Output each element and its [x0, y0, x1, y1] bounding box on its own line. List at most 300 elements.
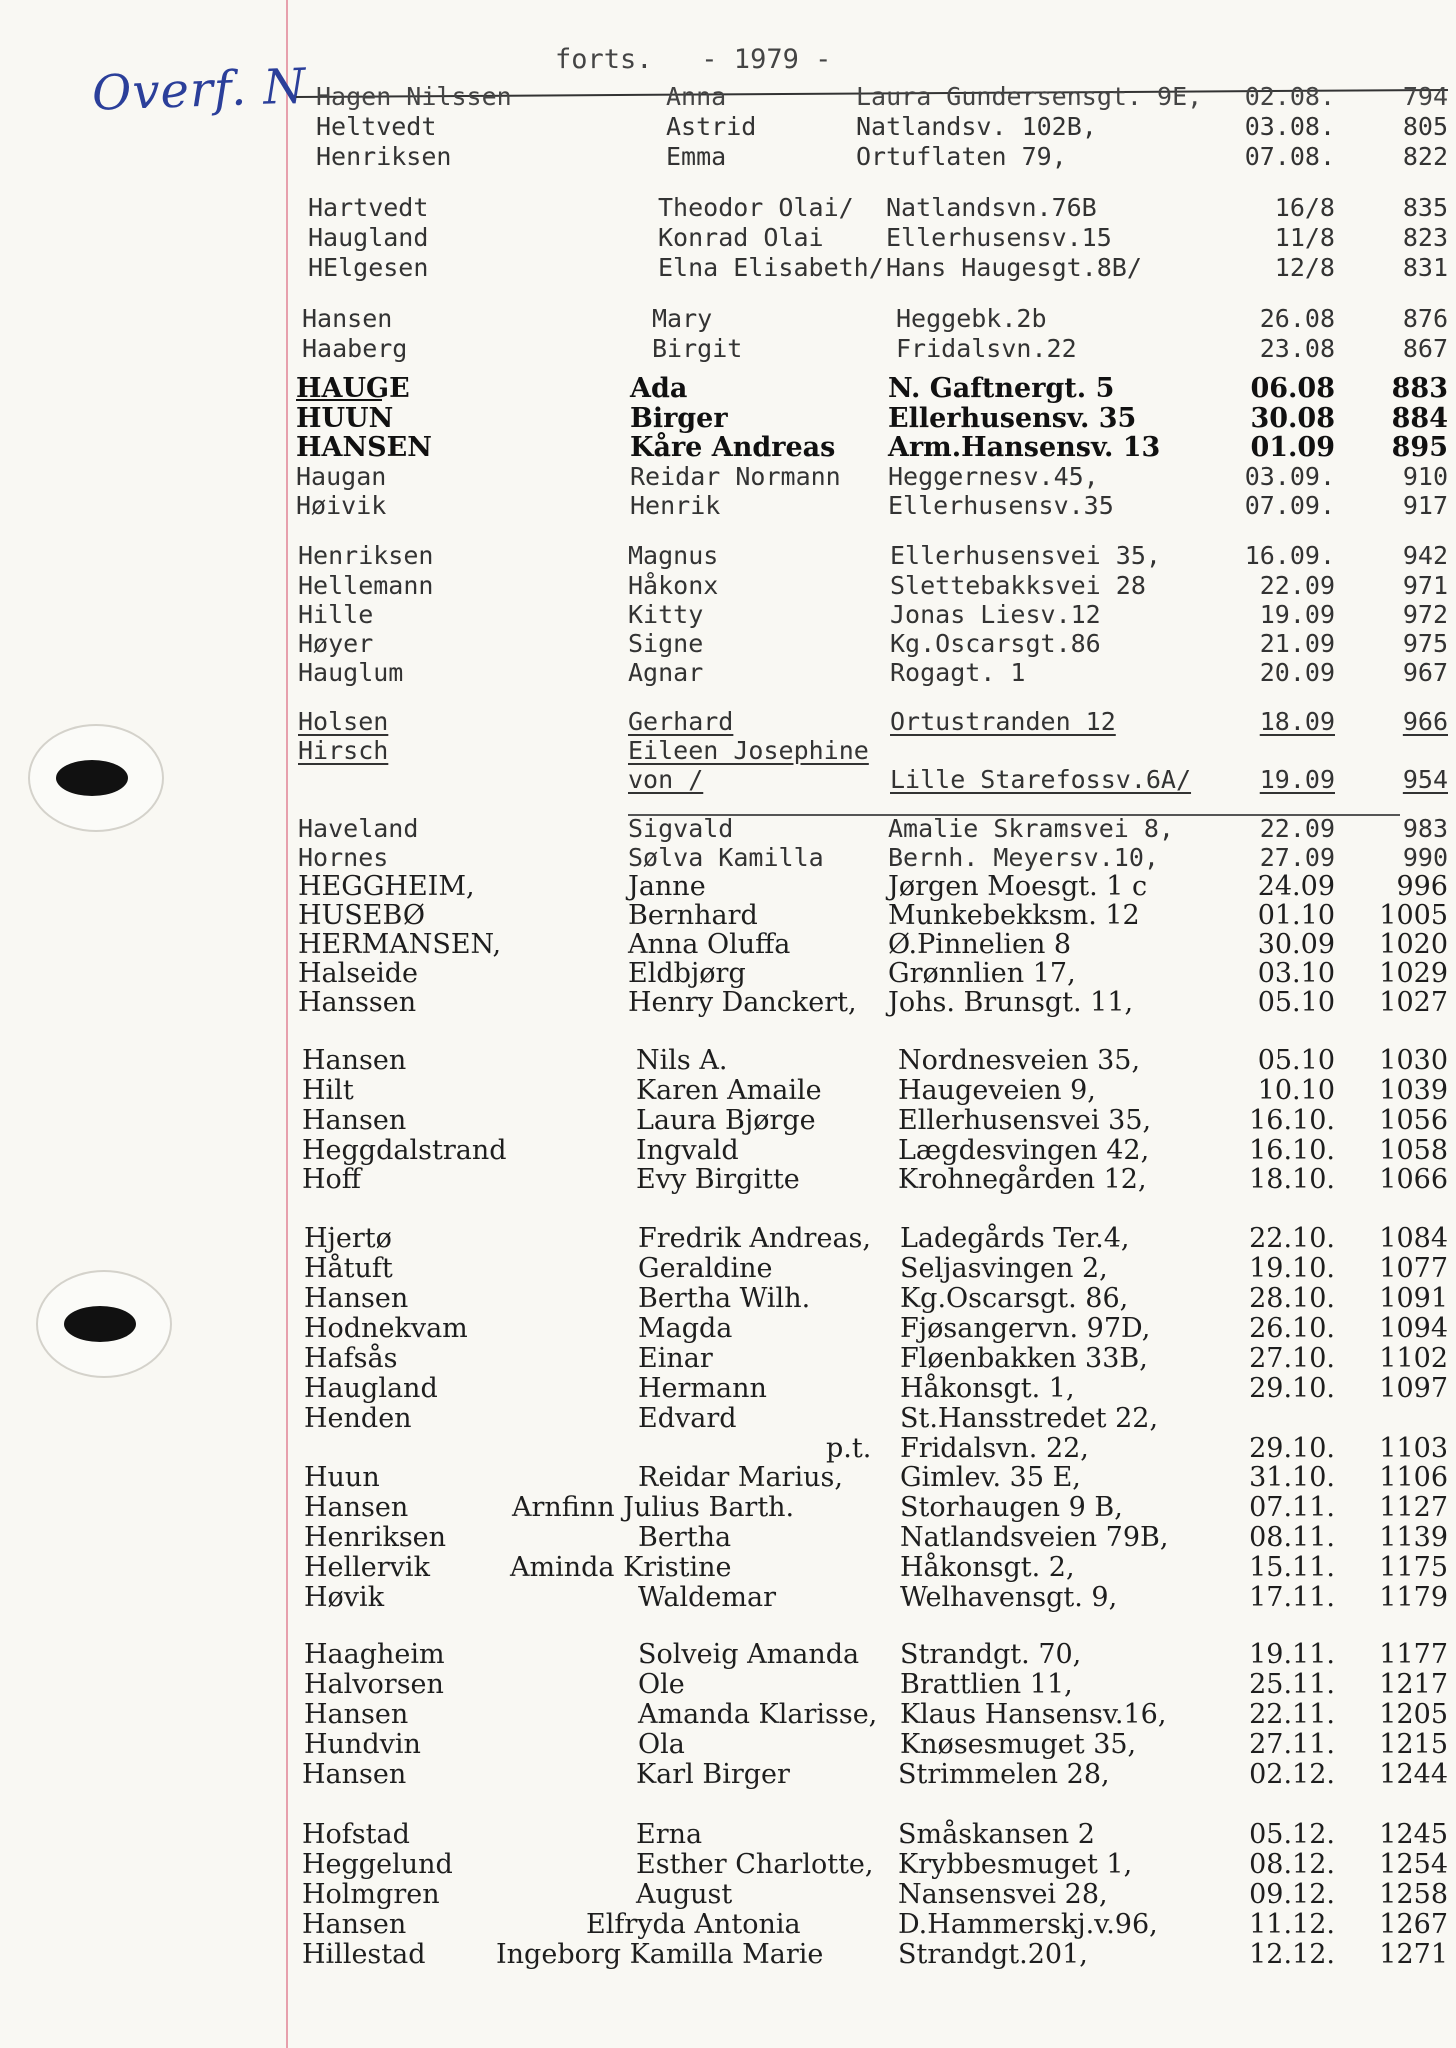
surname-cell: Holmgren	[302, 1879, 440, 1910]
address-cell: Strimmelen 28,	[898, 1759, 1110, 1790]
address-cell: Lille Starefossv.6A/	[890, 765, 1192, 794]
record-number-cell: 966	[1402, 707, 1448, 736]
register-row	[0, 1284, 1456, 1314]
date-cell: 02.12.	[1249, 1759, 1335, 1790]
date-cell: 02.08.	[1244, 82, 1335, 111]
given-name-cell: Janne	[628, 871, 706, 902]
record-number-cell: 1179	[1379, 1582, 1448, 1613]
given-name-cell: Astrid	[666, 112, 757, 141]
given-name-cell: Henrik	[630, 491, 721, 520]
surname-cell: Høvik	[304, 1582, 385, 1613]
record-number-cell: 794	[1402, 82, 1448, 111]
surname-cell: Holsen	[298, 707, 389, 736]
given-name-cell: Eileen Josephine	[628, 736, 869, 765]
given-name-cell: Eldbjørg	[628, 958, 746, 989]
address-cell: Fridalsvn.22	[896, 334, 1077, 363]
address-cell: Welhavensgt. 9,	[900, 1582, 1118, 1613]
date-cell: 17.11.	[1249, 1582, 1335, 1613]
given-name-cell: Konrad Olai	[658, 223, 824, 252]
handwritten-annotation: Overf. N	[91, 58, 308, 122]
given-name-cell: Bertha	[638, 1522, 732, 1553]
address-cell: Bernh. Meyersv.10,	[888, 843, 1159, 872]
page-header: forts. - 1979 -	[555, 44, 832, 75]
record-number-cell: 1177	[1379, 1639, 1448, 1670]
register-row	[0, 872, 1456, 902]
date-cell: 27.09	[1259, 843, 1335, 872]
date-cell: 06.08	[1250, 373, 1335, 404]
date-cell: 22.09	[1259, 571, 1335, 600]
surname-cell: Hansen	[304, 1492, 409, 1523]
surname-cell: Hellemann	[298, 571, 434, 600]
surname-cell: HEGGHEIM,	[298, 871, 475, 902]
address-cell: Haugeveien 9,	[898, 1075, 1096, 1106]
register-row	[0, 1165, 1456, 1195]
record-number-cell: 835	[1402, 193, 1448, 222]
record-number-cell: 1244	[1379, 1759, 1448, 1790]
record-number-cell: 823	[1402, 223, 1448, 252]
date-cell: 08.12.	[1249, 1849, 1335, 1880]
date-cell: 07.08.	[1244, 142, 1335, 171]
surname-cell: Høivik	[296, 491, 387, 520]
address-cell: Grønnlien 17,	[888, 958, 1076, 989]
record-number-cell: 975	[1402, 629, 1448, 658]
surname-cell: Hansen	[302, 1045, 407, 1076]
surname-cell: Henden	[304, 1403, 412, 1434]
date-cell: 09.12.	[1249, 1879, 1335, 1910]
surname-cell: Haugland	[308, 223, 429, 252]
register-row	[0, 1850, 1456, 1880]
address-cell: Ellerhusensv.15	[886, 223, 1112, 252]
register-row	[0, 253, 1456, 283]
register-row	[0, 765, 1456, 795]
given-name-cell: Henry Danckert,	[628, 987, 857, 1018]
record-number-cell: 1217	[1379, 1669, 1448, 1700]
given-name-cell: Laura Bjørge	[636, 1105, 816, 1136]
register-row	[0, 959, 1456, 989]
record-number-cell: 1005	[1379, 900, 1448, 931]
record-number-cell: 1039	[1379, 1075, 1448, 1106]
surname-cell: HUUN	[296, 403, 394, 434]
date-cell: 11.12.	[1249, 1909, 1335, 1940]
given-name-cell: Fredrik Andreas,	[638, 1223, 871, 1254]
date-cell: 27.10.	[1249, 1343, 1335, 1374]
register-row	[0, 334, 1456, 364]
record-number-cell: 1030	[1379, 1045, 1448, 1076]
date-cell: 16/8	[1274, 193, 1335, 222]
register-row	[0, 304, 1456, 334]
record-number-cell: 910	[1402, 462, 1448, 491]
date-cell: 12.12.	[1249, 1939, 1335, 1970]
surname-cell: Hansen	[302, 1105, 407, 1136]
given-name-cell: Aminda Kristine	[510, 1552, 732, 1583]
date-cell: 18.10.	[1249, 1164, 1335, 1195]
given-name-cell: Birger	[630, 403, 728, 434]
date-cell: 22.11.	[1249, 1699, 1335, 1730]
record-number-cell: 1084	[1379, 1223, 1448, 1254]
address-cell: Natlandsv. 102B,	[856, 112, 1097, 141]
given-name-cell: Birgit	[652, 334, 743, 363]
address-cell: Johs. Brunsgt. 11,	[888, 987, 1134, 1018]
record-number-cell: 831	[1402, 253, 1448, 282]
record-number-cell: 1091	[1379, 1283, 1448, 1314]
given-name-cell: Anna	[666, 82, 727, 111]
record-number-cell: 967	[1402, 658, 1448, 687]
register-row	[0, 374, 1456, 404]
record-number-cell: 1271	[1379, 1939, 1448, 1970]
address-cell: D.Hammerskj.v.96,	[898, 1909, 1158, 1940]
date-cell: 01.10	[1257, 900, 1335, 931]
surname-cell: Hagen Nilssen	[316, 82, 512, 111]
date-cell: 30.08	[1250, 403, 1335, 434]
record-number-cell: 1066	[1379, 1164, 1448, 1195]
address-cell: Strandgt. 70,	[900, 1639, 1082, 1670]
given-name-cell: Sigvald	[628, 814, 734, 843]
date-cell: 05.12.	[1249, 1819, 1335, 1850]
register-row	[0, 1910, 1456, 1940]
given-name-cell: Bernhard	[628, 900, 758, 931]
address-cell: Håkonsgt. 1,	[900, 1373, 1075, 1404]
surname-cell: Haagheim	[304, 1639, 445, 1670]
record-number-cell: 1077	[1379, 1253, 1448, 1284]
address-cell: N. Gaftnergt. 5	[888, 373, 1115, 404]
register-row	[0, 1254, 1456, 1284]
address-cell: Ellerhusensvei 35,	[890, 541, 1161, 570]
given-name-cell: Reidar Marius,	[638, 1462, 843, 1493]
address-cell: Krybbesmuget 1,	[898, 1849, 1133, 1880]
date-cell: 22.09	[1259, 814, 1335, 843]
given-name-cell: Evy Birgitte	[636, 1164, 800, 1195]
record-number-cell: 983	[1402, 814, 1448, 843]
register-row	[0, 1404, 1456, 1434]
record-number-cell: 1058	[1379, 1135, 1448, 1166]
surname-cell: Hanssen	[298, 987, 417, 1018]
surname-cell: Hartvedt	[308, 193, 429, 222]
address-cell: Strandgt.201,	[898, 1939, 1088, 1970]
register-row	[0, 462, 1456, 492]
record-number-cell: 876	[1402, 304, 1448, 333]
given-name-cell: Theodor Olai/	[658, 193, 854, 222]
date-cell: 24.09	[1257, 871, 1335, 902]
given-name-cell: Gerhard	[628, 707, 734, 736]
surname-cell: Hafsås	[304, 1343, 398, 1374]
address-cell: Fridalsvn. 22,	[900, 1433, 1089, 1464]
address-cell: Kg.Oscarsgt.86	[890, 629, 1101, 658]
given-name-cell: Nils A.	[636, 1045, 728, 1076]
address-cell: Nordnesveien 35,	[898, 1045, 1141, 1076]
surname-cell: Heltvedt	[316, 112, 437, 141]
date-cell: 03.10	[1257, 958, 1335, 989]
given-name-cell: August	[636, 1879, 733, 1910]
date-cell: 22.10.	[1249, 1223, 1335, 1254]
address-cell: Jonas Liesv.12	[890, 600, 1101, 629]
address-cell: Heggernesv.45,	[888, 462, 1099, 491]
date-cell: 08.11.	[1249, 1522, 1335, 1553]
date-cell: 18.09	[1259, 707, 1335, 736]
given-name-cell: Kåre Andreas	[630, 432, 836, 463]
given-name-cell: Esther Charlotte,	[636, 1849, 874, 1880]
address-cell: Gimlev. 35 E,	[900, 1462, 1081, 1493]
register-row	[0, 112, 1456, 142]
address-cell: Jørgen Moesgt. 1 c	[888, 871, 1148, 902]
address-cell: Brattlien 11,	[900, 1669, 1073, 1700]
address-cell: Håkonsgt. 2,	[900, 1552, 1075, 1583]
given-name-cell: Kitty	[628, 600, 704, 629]
address-cell: St.Hansstredet 22,	[900, 1403, 1159, 1434]
record-number-cell: 1102	[1379, 1343, 1448, 1374]
surname-cell: Hoff	[302, 1164, 361, 1195]
date-cell: 05.10	[1257, 987, 1335, 1018]
register-row	[0, 1374, 1456, 1404]
given-name-cell: Håkonx	[628, 571, 719, 600]
address-cell: Seljasvingen 2,	[900, 1253, 1108, 1284]
address-cell: Laura Gundersensgt. 9E,	[856, 82, 1203, 111]
surname-cell: Hodnekvam	[304, 1313, 468, 1344]
address-cell: Ellerhusensv.35	[888, 491, 1114, 520]
register-row	[0, 736, 1456, 766]
date-cell: 01.09	[1250, 432, 1335, 463]
record-number-cell: 1094	[1379, 1313, 1448, 1344]
surname-cell: Hauglum	[298, 658, 404, 687]
address-cell: Rogagt. 1	[890, 658, 1026, 687]
surname-cell: Haugland	[304, 1373, 438, 1404]
address-cell: Nansensvei 28,	[898, 1879, 1108, 1910]
date-cell: 19.09	[1259, 765, 1335, 794]
address-cell: Kg.Oscarsgt. 86,	[900, 1283, 1129, 1314]
register-row	[0, 1880, 1456, 1910]
date-cell: 21.09	[1259, 629, 1335, 658]
surname-cell: Hellervik	[304, 1552, 430, 1583]
surname-cell: Høyer	[298, 629, 374, 658]
date-cell: 05.10	[1257, 1045, 1335, 1076]
surname-cell: HANSEN	[296, 432, 432, 463]
given-name-cell: Amanda Klarisse,	[638, 1699, 878, 1730]
date-cell: 03.08.	[1244, 112, 1335, 141]
address-cell: Lægdesvingen 42,	[898, 1135, 1150, 1166]
register-row	[0, 1523, 1456, 1553]
address-cell: Natlandsveien 79B,	[900, 1522, 1169, 1553]
record-number-cell: 1106	[1379, 1462, 1448, 1493]
given-name-cell: Erna	[636, 1819, 703, 1850]
address-cell: Ortuflaten 79,	[856, 142, 1067, 171]
register-row	[0, 629, 1456, 659]
register-row	[0, 988, 1456, 1018]
surname-cell: Haugan	[296, 462, 387, 491]
record-number-cell: 1215	[1379, 1729, 1448, 1760]
record-number-cell: 1175	[1379, 1552, 1448, 1583]
record-number-cell: 942	[1402, 541, 1448, 570]
record-number-cell: 1139	[1379, 1522, 1448, 1553]
record-number-cell: 805	[1402, 112, 1448, 141]
address-cell: Amalie Skramsvei 8,	[888, 814, 1174, 843]
date-cell: 15.11.	[1249, 1552, 1335, 1583]
given-name-cell: von /	[628, 765, 704, 794]
given-name-cell: Bertha Wilh.	[638, 1283, 811, 1314]
given-name-cell: p.t.	[826, 1433, 872, 1464]
surname-cell: HElgesen	[308, 253, 429, 282]
record-number-cell: 954	[1402, 765, 1448, 794]
register-row	[0, 404, 1456, 434]
register-row	[0, 1553, 1456, 1583]
date-cell: 31.10.	[1249, 1462, 1335, 1493]
record-number-cell: 972	[1402, 600, 1448, 629]
record-number-cell: 996	[1396, 871, 1448, 902]
register-row	[0, 1940, 1456, 1970]
record-number-cell: 1267	[1379, 1909, 1448, 1940]
surname-cell: Hofstad	[302, 1819, 410, 1850]
given-name-cell: Elna Elisabeth/	[658, 253, 884, 282]
record-number-cell: 990	[1402, 843, 1448, 872]
surname-cell: Håtuft	[304, 1253, 393, 1284]
surname-cell: Hirsch	[298, 736, 389, 765]
date-cell: 16.10.	[1249, 1135, 1335, 1166]
record-number-cell: 1103	[1379, 1433, 1448, 1464]
date-cell: 28.10.	[1249, 1283, 1335, 1314]
address-cell: Arm.Hansensv. 13	[888, 432, 1161, 463]
given-name-cell: Ole	[638, 1669, 685, 1700]
register-row	[0, 1463, 1456, 1493]
surname-cell: HERMANSEN,	[298, 929, 502, 960]
surname-cell: Hillestad	[302, 1939, 426, 1970]
surname-cell: Henriksen	[298, 541, 434, 570]
given-name-cell: Waldemar	[638, 1582, 777, 1613]
record-number-cell: 883	[1391, 373, 1448, 404]
given-name-cell: Magnus	[628, 541, 719, 570]
surname-cell: Hornes	[298, 843, 389, 872]
address-cell: Knøsesmuget 35,	[900, 1729, 1137, 1760]
given-name-cell: Karl Birger	[636, 1759, 790, 1790]
surname-cell: Hansen	[304, 1283, 409, 1314]
given-name-cell: Edvard	[638, 1403, 737, 1434]
address-cell: Heggebk.2b	[896, 304, 1047, 333]
register-row	[0, 541, 1456, 571]
date-cell: 19.11.	[1249, 1639, 1335, 1670]
date-cell: 19.09	[1259, 600, 1335, 629]
register-row	[0, 433, 1456, 463]
given-name-cell: Magda	[638, 1313, 733, 1344]
surname-cell: Haaberg	[302, 334, 408, 363]
register-row	[0, 1583, 1456, 1613]
register-row	[0, 600, 1456, 630]
register-row	[0, 1314, 1456, 1344]
address-cell: Ladegårds Ter.4,	[900, 1223, 1130, 1254]
date-cell: 20.09	[1259, 658, 1335, 687]
record-number-cell: 1056	[1379, 1105, 1448, 1136]
register-row	[0, 707, 1456, 737]
record-number-cell: 1254	[1379, 1849, 1448, 1880]
register-row	[0, 1760, 1456, 1790]
register-row	[0, 1670, 1456, 1700]
register-row	[0, 1344, 1456, 1374]
surname-cell: HAUGE	[296, 373, 410, 404]
surname-cell: Hjertø	[304, 1223, 392, 1254]
date-cell: 29.10.	[1249, 1373, 1335, 1404]
surname-cell: Hilt	[302, 1075, 354, 1106]
surname-cell: Haveland	[298, 814, 419, 843]
register-row	[0, 1493, 1456, 1523]
record-number-cell: 917	[1402, 491, 1448, 520]
record-number-cell: 884	[1391, 403, 1448, 434]
register-row	[0, 843, 1456, 873]
register-row	[0, 1820, 1456, 1850]
address-cell: Munkebekksm. 12	[888, 900, 1140, 931]
given-name-cell: Ola	[638, 1729, 685, 1760]
record-number-cell: 895	[1391, 432, 1448, 463]
date-cell: 12/8	[1274, 253, 1335, 282]
address-cell: Ortustranden 12	[890, 707, 1116, 736]
register-row	[0, 658, 1456, 688]
address-cell: Ellerhusensv. 35	[888, 403, 1137, 434]
address-cell: Natlandsvn.76B	[886, 193, 1097, 222]
register-row	[0, 1224, 1456, 1254]
date-cell: 26.08	[1259, 304, 1335, 333]
record-number-cell: 1027	[1379, 987, 1448, 1018]
given-name-cell: Einar	[638, 1343, 713, 1374]
address-cell: Klaus Hansensv.16,	[900, 1699, 1167, 1730]
address-cell: Storhaugen 9 B,	[900, 1492, 1123, 1523]
surname-cell: Hille	[298, 600, 374, 629]
register-row	[0, 82, 1456, 112]
surname-cell: Hundvin	[304, 1729, 421, 1760]
date-cell: 16.10.	[1249, 1105, 1335, 1136]
given-name-cell: Hermann	[638, 1373, 767, 1404]
register-row	[0, 193, 1456, 223]
date-cell: 29.10.	[1249, 1433, 1335, 1464]
address-cell: Fløenbakken 33B,	[900, 1343, 1148, 1374]
record-number-cell: 1029	[1379, 958, 1448, 989]
address-cell: Slettebakksvei 28	[890, 571, 1146, 600]
record-number-cell: 1258	[1379, 1879, 1448, 1910]
record-number-cell: 1097	[1379, 1373, 1448, 1404]
register-row	[0, 571, 1456, 601]
date-cell: 30.09	[1257, 929, 1335, 960]
register-row	[0, 814, 1456, 844]
register-row	[0, 1076, 1456, 1106]
record-number-cell: 1205	[1379, 1699, 1448, 1730]
record-number-cell: 822	[1402, 142, 1448, 171]
surname-cell: Heggelund	[302, 1849, 453, 1880]
surname-cell: Hansen	[302, 1909, 407, 1940]
register-row	[0, 1046, 1456, 1076]
date-cell: 23.08	[1259, 334, 1335, 363]
given-name-cell: Signe	[628, 629, 704, 658]
given-name-cell: Karen Amaile	[636, 1075, 822, 1106]
given-name-cell: Emma	[666, 142, 727, 171]
given-name-cell: Sølva Kamilla	[628, 843, 824, 872]
date-cell: 26.10.	[1249, 1313, 1335, 1344]
address-cell: Ellerhusensvei 35,	[898, 1105, 1152, 1136]
record-number-cell: 1245	[1379, 1819, 1448, 1850]
date-cell: 25.11.	[1249, 1669, 1335, 1700]
surname-cell: Hansen	[302, 304, 393, 333]
surname-cell: HUSEBØ	[298, 900, 425, 931]
record-number-cell: 1127	[1379, 1492, 1448, 1523]
address-cell: Hans Haugesgt.8B/	[886, 253, 1142, 282]
surname-cell: Hansen	[304, 1699, 409, 1730]
surname-cell: Halseide	[298, 958, 419, 989]
register-row	[0, 142, 1456, 172]
surname-cell: Henriksen	[316, 142, 452, 171]
given-name-cell: Anna Oluffa	[628, 929, 791, 960]
given-name-cell: Mary	[652, 304, 713, 333]
surname-cell: Halvorsen	[304, 1669, 444, 1700]
address-cell: Fjøsangervn. 97D,	[900, 1313, 1151, 1344]
date-cell: 19.10.	[1249, 1253, 1335, 1284]
surname-cell: Huun	[304, 1462, 380, 1493]
given-name-cell: Solveig Amanda	[638, 1639, 860, 1670]
address-cell: Småskansen 2	[898, 1819, 1095, 1850]
given-name-cell: Ada	[630, 373, 688, 404]
register-row	[0, 1730, 1456, 1760]
